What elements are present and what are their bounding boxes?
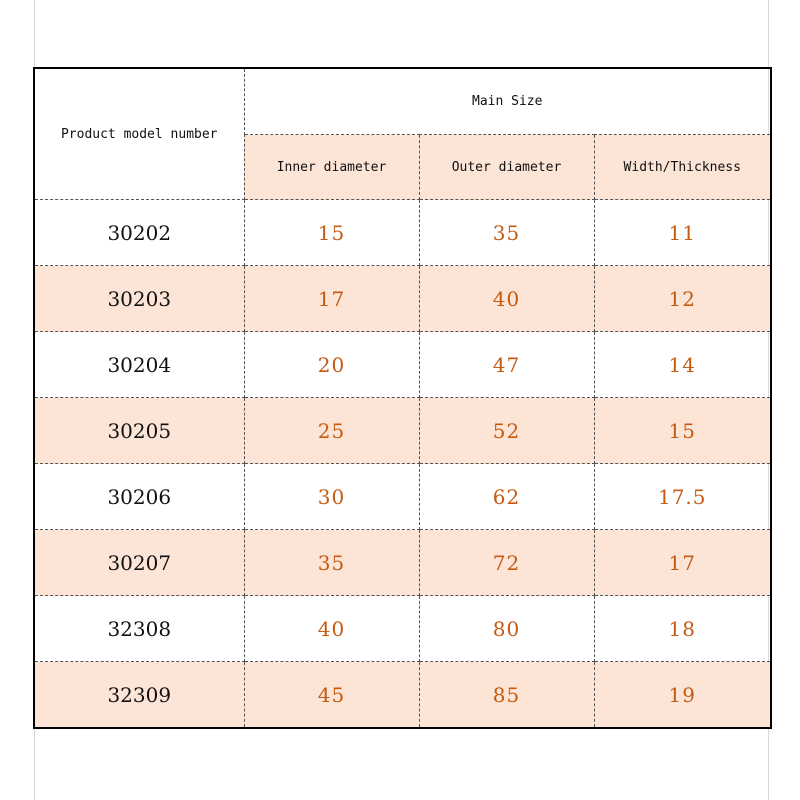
width-cell: 17.5 <box>594 464 771 530</box>
inner-diameter-cell: 20 <box>244 332 419 398</box>
model-cell: 30204 <box>34 332 244 398</box>
inner-diameter-header: Inner diameter <box>244 135 419 200</box>
table-row <box>34 200 771 266</box>
inner-diameter-cell: 30 <box>244 464 419 530</box>
outer-diameter-header: Outer diameter <box>419 135 594 200</box>
outer-diameter-cell: 35 <box>419 200 594 266</box>
width-cell: 12 <box>594 266 771 332</box>
model-cell: 32308 <box>34 596 244 662</box>
inner-diameter-cell: 25 <box>244 398 419 464</box>
outer-diameter-cell: 80 <box>419 596 594 662</box>
inner-diameter-cell: 17 <box>244 266 419 332</box>
table-row <box>34 266 771 332</box>
model-cell: 30206 <box>34 464 244 530</box>
model-cell: 30202 <box>34 200 244 266</box>
table-row <box>34 530 771 596</box>
outer-diameter-cell: 72 <box>419 530 594 596</box>
table-row <box>34 464 771 530</box>
table-header <box>34 68 771 200</box>
outer-diameter-cell: 40 <box>419 266 594 332</box>
model-cell: 30205 <box>34 398 244 464</box>
width-cell: 17 <box>594 530 771 596</box>
inner-diameter-cell: 35 <box>244 530 419 596</box>
width-cell: 18 <box>594 596 771 662</box>
width-cell: 19 <box>594 662 771 729</box>
inner-diameter-cell: 45 <box>244 662 419 729</box>
outer-diameter-cell: 47 <box>419 332 594 398</box>
inner-diameter-cell: 15 <box>244 200 419 266</box>
outer-diameter-cell: 85 <box>419 662 594 729</box>
table-body <box>34 200 771 729</box>
width-thickness-header: Width/Thickness <box>594 135 771 200</box>
width-cell: 11 <box>594 200 771 266</box>
inner-diameter-cell: 40 <box>244 596 419 662</box>
width-cell: 15 <box>594 398 771 464</box>
table-row <box>34 398 771 464</box>
table-row <box>34 596 771 662</box>
bearing-size-table <box>33 67 772 729</box>
outer-diameter-cell: 52 <box>419 398 594 464</box>
model-cell: 32309 <box>34 662 244 729</box>
model-number-header: Product model number <box>34 68 244 200</box>
outer-diameter-cell: 62 <box>419 464 594 530</box>
width-cell: 14 <box>594 332 771 398</box>
header-row-group <box>34 68 771 135</box>
table-row <box>34 662 771 729</box>
model-cell: 30203 <box>34 266 244 332</box>
table-row <box>34 332 771 398</box>
main-size-header: Main Size <box>244 68 771 135</box>
model-cell: 30207 <box>34 530 244 596</box>
